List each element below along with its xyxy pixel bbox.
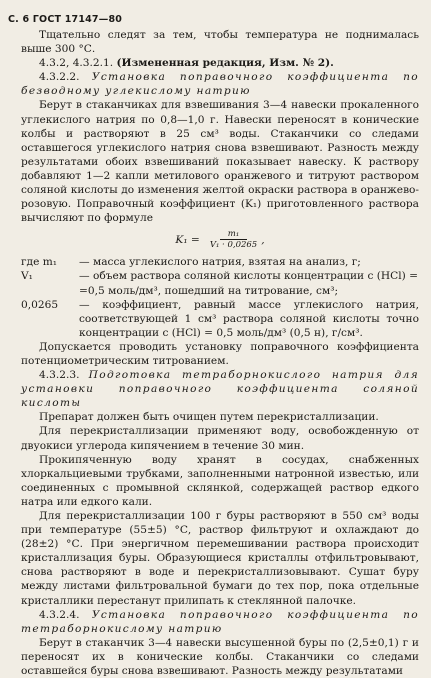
- clause-ref: 4.3.2, 4.3.2.1.: [39, 57, 114, 70]
- clause-title: Подготовка тетраборнокислого натрия для установки поправочного коэффициента соляной кислоты: [21, 369, 419, 410]
- paragraph: Для перекристаллизации применяют воду, освобожденную от двуокиси углерода кипячением в течение 30 мин.: [21, 425, 419, 452]
- definition-symbol: где m₁: [21, 256, 58, 269]
- definition-list: [21, 255, 419, 340]
- definition-text: =0,5 моль/дм³, пошедший на титрование, см³;: [79, 284, 339, 297]
- formula-numerator: m₁: [220, 230, 247, 240]
- clause-number: 4.3.2.2.: [39, 71, 80, 84]
- definition-symbol: [21, 284, 79, 298]
- definition-row: [21, 269, 419, 283]
- paragraph: Для перекристаллизации 100 г буры растворяют в 550 см³ воды при температуре (55±5) °С, раствор фильтруют и охлаждают до (28±2) °С. При энергичном перемешивании раствора происходит кристаллизация буры. Образующиеся кристаллы отфильтровывают, снова растворяют в воде и перекристаллизовывают. Сушат буру между листами фильтровальной бумаги до тех пор, пока отдельные кристаллики перестанут прилипать к стеклянной палочке.: [21, 510, 419, 607]
- formula-fraction: [206, 230, 261, 250]
- definition-symbol: V₁: [21, 270, 33, 283]
- clause-number: 4.3.2.4.: [39, 608, 80, 621]
- formula-tail: ,: [261, 233, 265, 246]
- clause-number: 4.3.2.3.: [39, 369, 80, 382]
- definition-text: — объем раствора соляной кислоты концентрации c (HCl) =: [79, 270, 419, 283]
- clause-heading: [21, 368, 419, 410]
- clause-heading: [21, 608, 419, 636]
- amendment-note: [21, 56, 419, 70]
- formula: [21, 226, 419, 253]
- paragraph: Допускается проводить установку поправочного коэффициента потенциометрическим титрованием.: [21, 340, 419, 367]
- running-head: С. 6 ГОСТ 17147—80: [8, 14, 123, 25]
- definition-symbol: 0,0265: [21, 298, 59, 311]
- formula-denominator: V₁ · 0,0265: [209, 239, 258, 250]
- definition-row: [21, 284, 419, 298]
- definition-row: [21, 298, 419, 340]
- paragraph: Тщательно следят за тем, чтобы температура не поднималась выше 300 °С.: [21, 29, 419, 56]
- paragraph: Берут в стаканчиках для взвешивания 3—4 навески прокаленного углекислого натрия по 0,8—1,0 г. Навески переносят в конические колбы и растворяют в 25 см³ воды. Стаканчики со следами оставшегося углекислого натрия снова взвешивают. Разность между результатами обоих взвешиваний показывает навеску. К раствору добавляют 1—2 капли метилового оранжевого и титруют раствором соляной кислоты до изменения желтой окраски раствора в оранжево-розовую. Поправочный коэффициент (K₁) приготовленного раствора вычисляют по формуле: [21, 99, 419, 225]
- clause-title: Установка поправочного коэффициента по безводному углекислому натрию: [21, 71, 419, 98]
- definition-text: — коэффициент, равный массе углекислого натрия, соответствующей 1 см³ раствора соляной кислоты точно концентрации c (HCl) = 0,5 моль/дм³ (0,5 н), г/см³.: [79, 298, 419, 339]
- formula-lhs: K₁ =: [175, 233, 200, 246]
- amendment-label: (Измененная редакция, Изм. № 2).: [116, 57, 334, 70]
- definition-text: — масса углекислого натрия, взятая на анализ, г;: [79, 256, 361, 269]
- document-body: [21, 28, 419, 678]
- paragraph: Берут в стаканчик 3—4 навески высушенной буры по (2,5±0,1) г и переносят их в конические колбы. Стаканчики со следами оставшейся буры снова взвешивают. Разность между результатами: [21, 636, 419, 678]
- clause-title: Установка поправочного коэффициента по тетраборнокислому натрию: [21, 608, 419, 635]
- paragraph: Препарат должен быть очищен путем перекристаллизации.: [39, 411, 379, 424]
- paragraph: Прокипяченную воду хранят в сосудах, снабженных хлоркальциевыми трубками, заполненными натронной известью, или соединенных с промывной склянкой, содержащей раствор едкого натра или едкого кали.: [21, 453, 419, 508]
- clause-heading: [21, 70, 419, 98]
- definition-row: [21, 255, 419, 269]
